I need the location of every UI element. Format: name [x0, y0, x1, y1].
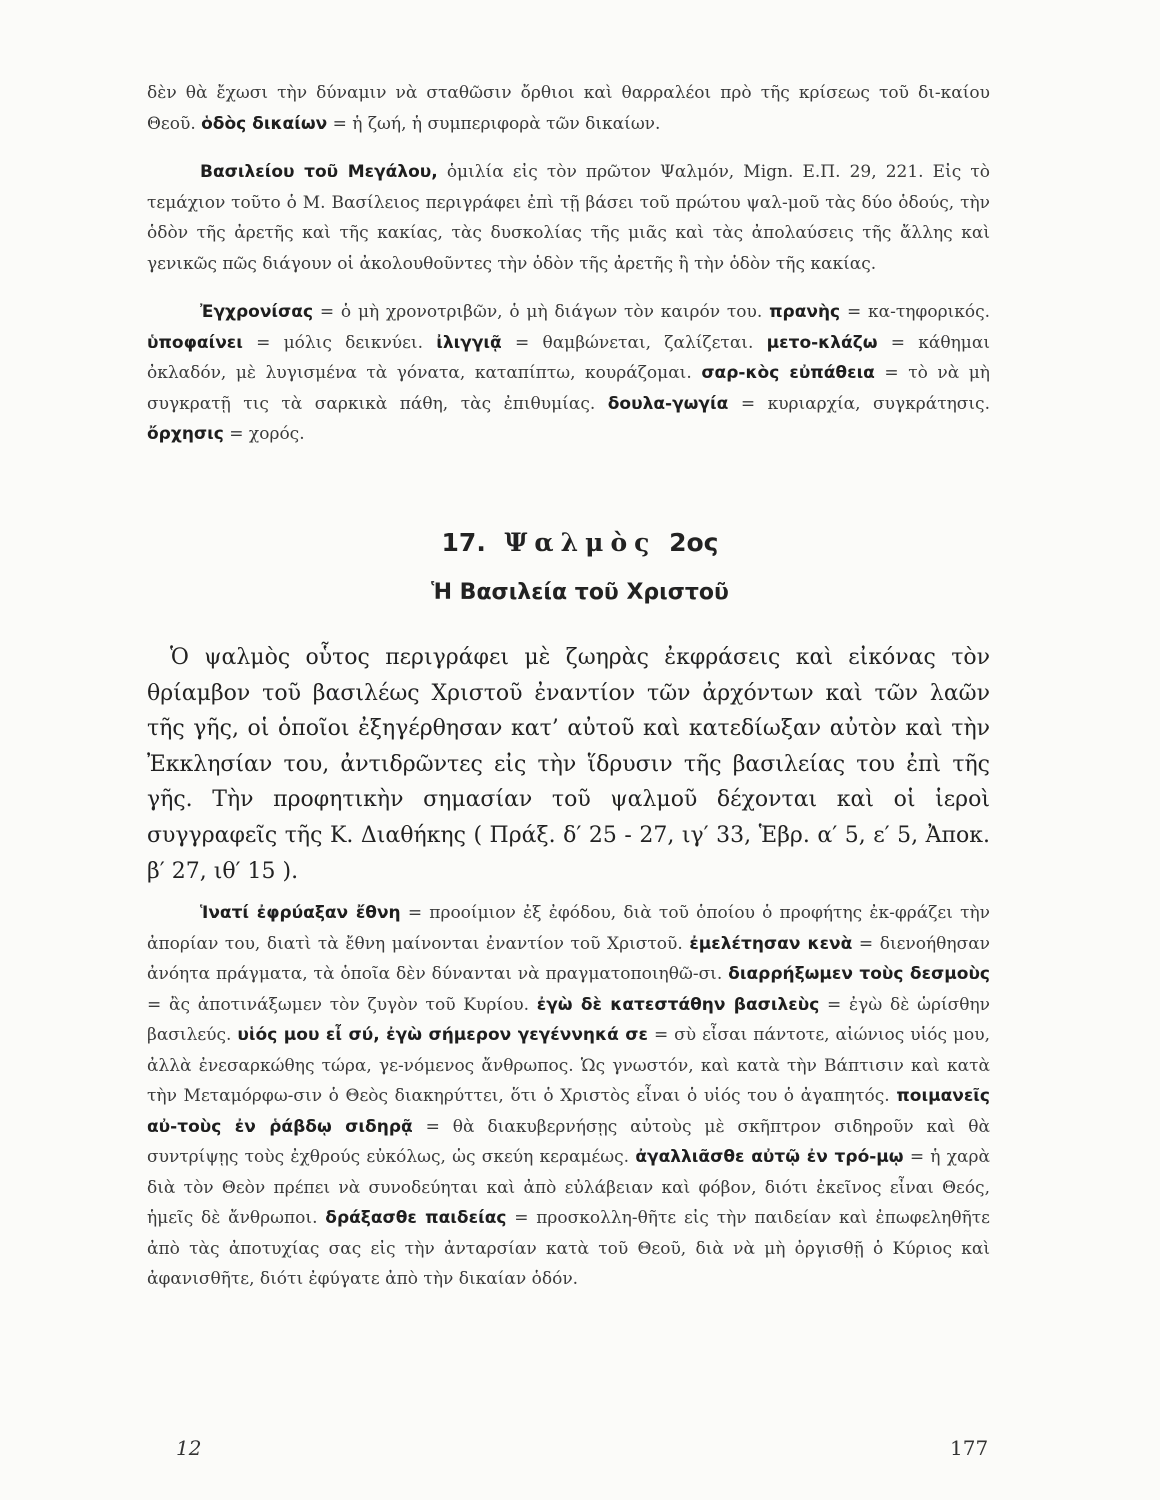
lemma: ἰλιγγιᾷ: [436, 332, 502, 353]
lemma: διαρρήξωμεν τοὺς δεσμοὺς: [728, 964, 991, 984]
note-paragraph: δὲν θὰ ἔχωσι τὴν δύναμιν νὰ σταθῶσιν ὄρθιοι καὶ θαρραλέοι πρὸ τῆς κρίσεως τοῦ δι-καίου Θεοῦ. ὁδὸς δικαίων = ἡ ζωή, ἡ συμπεριφορὰ τῶν δικαίων.: [147, 83, 990, 134]
intro-paragraph: Ὁ ψαλμὸς οὗτος περιγράφει μὲ ζωηρὰς ἐκφράσεις καὶ εἰκόνας τὸν θρίαμβον τοῦ βασιλέως Χριστοῦ ἐναντίον τῶν ἀρχόντων καὶ τῶν λαῶν τῆς γῆς, οἱ ὁποῖοι ἐξηγέρθησαν κατ’ αὐτοῦ καὶ κατεδίωξαν αὐτὸν καὶ τὴν Ἐκκλησίαν του, ἀντιδρῶντες εἰς τὴν ἵδρυσιν τῆς βασιλείας του ἐπὶ τῆς γῆς. Τὴν προφητικὴν σημασίαν τοῦ ψαλμοῦ δέχονται καὶ οἱ ἱεροὶ συγγραφεῖς τῆς Κ. Διαθήκης ( Πράξ. δ′ 25 - 27, ιγ′ 33, Ἑβρ. α′ 5, ε′ 5, Ἀποκ. β′ 27, ιθ′ 15 ).: [147, 645, 990, 884]
lemma: ἐγὼ δὲ κατεστάθην βασιλεὺς: [536, 994, 820, 1015]
lemma: ὁδὸς δικαίων: [201, 113, 328, 134]
glossary-paragraph: Ἐγχρονίσας = ὁ μὴ χρονοτριβῶν, ὁ μὴ διάγων τὸν καιρόν του. πρανὴς = κα-τηφορικός. ὑποφαίνει = μόλις δεικνύει. ἰλιγγιᾷ = θαμβώνεται, ζαλίζεται. μετο-κλάζω = κάθημαι ὀκλαδόν, μὲ λυγισμένα τὰ γόνατα, καταπίπτω, κουράζομαι. σαρ-κὸς εὐπάθεια = τὸ νὰ μὴ συγκρατῇ τις τὰ σαρκικὰ πάθη, τὰς ἐπιθυμίας. δουλα-γωγία = κυριαρχία, συγκράτησις. ὄρχησις = χορός.: [147, 302, 991, 444]
note-paragraph: Βασιλείου τοῦ Μεγάλου, ὁμιλία εἰς τὸν πρῶτον Ψαλμόν, Mign. Ε.Π. 29, 221. Εἰς τὸ τεμάχιον τοῦτο ὁ Μ. Βασίλειος περιγράφει ἐπὶ τῇ βάσει τοῦ πρώτου ψαλ-μοῦ τὰς δύο ὁδούς, τὴν ὁδὸν τῆς ἀρετῆς καὶ τῆς κακίας, τὰς δυσκολίας τῆς μιᾶς καὶ τὰς ἀπολαύσεις τῆς ἄλλης καὶ γενικῶς πῶς διάγουν οἱ ἀκολουθοῦντες τὴν ὁδὸν τῆς ἀρετῆς ἢ τὴν ὁδὸν τῆς κακίας.: [147, 162, 990, 274]
lemma: ὄρχησις: [147, 424, 224, 444]
section-number: 17.: [441, 528, 486, 557]
notes-block-previous-psalm: [147, 78, 990, 450]
page-number: 177: [950, 1436, 989, 1460]
notes-block-psalm-2: [147, 898, 990, 1295]
lemma: Βασιλείου τοῦ Μεγάλου,: [200, 162, 438, 182]
lemma: πρανὴς: [769, 302, 841, 322]
section-subtitle: Ἡ Βασιλεία τοῦ Χριστοῦ: [431, 580, 729, 605]
lemma: ἀγαλλιᾶσθε αὐτῷ ἐν τρό-μῳ: [635, 1147, 904, 1167]
lemma: δράξασθε παιδείας: [325, 1208, 507, 1228]
section-ordinal: 2ος: [669, 528, 719, 557]
lemma: μετο-κλάζω: [766, 332, 878, 353]
lemma: ποιμανεῖς αὐ-τοὺς ἐν ῥάβδῳ σιδηρᾷ: [147, 1086, 990, 1137]
signature-mark: 12: [176, 1436, 202, 1460]
lemma: Ἐγχρονίσας: [200, 302, 314, 322]
lemma: ὑποφαίνει: [147, 332, 243, 353]
lemma: σαρ-κὸς εὐπάθεια: [701, 363, 875, 383]
lemma: Ἱνατί ἐφρύαξαν ἔθνη: [200, 903, 401, 923]
lemma: δουλα-γωγία: [607, 393, 729, 414]
glossary-paragraph: Ἱνατί ἐφρύαξαν ἔθνη = προοίμιον ἐξ ἐφόδου, διὰ τοῦ ὁποίου ὁ προφήτης ἐκ-φράζει τὴν ἀπορίαν του, διατὶ τὰ ἔθνη μαίνονται ἐναντίον τοῦ Χριστοῦ. ἐμελέτησαν κενὰ = διενοήθησαν ἀνόητα πράγματα, τὰ ὁποῖα δὲν δύνανται νὰ πραγματοποιηθῶ-σι. διαρρήξωμεν τοὺς δεσμοὺς = ἂς ἀποτινάξωμεν τὸν ζυγὸν τοῦ Κυρίου. ἐγὼ δὲ κατεστάθην βασιλεὺς = ἐγὼ δὲ ὡρίσθην βασιλεύς. υἱός μου εἶ σύ, ἐγὼ σήμερον γεγέννηκά σε = σὺ εἶσαι πάντοτε, αἰώνιος υἱός μου, ἀλλὰ ἐνεσαρκώθης τώρα, γε-νόμενος ἄνθρωπος. Ὡς γνωστόν, καὶ κατὰ τὴν Βάπτισιν καὶ κατὰ τὴν Μεταμόρφω-σιν ὁ Θεὸς διακηρύττει, ὅτι ὁ Χριστὸς εἶναι ὁ υἱός του ὁ ἀγαπητός. ποιμανεῖς αὐ-τοὺς ἐν ῥάβδῳ σιδηρᾷ = θὰ διακυβερνήσῃς αὐτοὺς μὲ σκῆπτρον σιδηροῦν καὶ θὰ συντρίψῃς τοὺς ἐχθρούς εὐκόλως, ὡς σκεύη κεραμέως. ἀγαλλιᾶσθε αὐτῷ ἐν τρό-μῳ = ἡ χαρὰ διὰ τὸν Θεὸν πρέπει νὰ συνοδεύηται καὶ ἀπὸ εὐλάβειαν καὶ φόβον, διότι ἐκεῖνος εἶναι Θεός, ἡμεῖς δὲ ἄνθρωποι. δράξασθε παιδείας = προσκολλη-θῆτε εἰς τὴν παιδείαν καὶ ἐπωφεληθῆτε ἀπὸ τὰς ἀποτυχίας σας εἰς τὴν ἀνταρσίαν κατὰ τοῦ Θεοῦ, διὰ νὰ μὴ ὀργισθῇ ὁ Κύριος καὶ ἀφανισθῆτε, διότι ἐφύγατε ἀπὸ τὴν δικαίαν ὁδόν.: [147, 903, 991, 1289]
section-word: Ψαλμὸς: [504, 528, 657, 557]
section-heading: [0, 528, 1160, 557]
lemma: υἱός μου εἶ σύ, ἐγὼ σήμερον γεγέννηκά σε: [237, 1025, 648, 1045]
lemma: ἐμελέτησαν κενὰ: [689, 933, 853, 954]
